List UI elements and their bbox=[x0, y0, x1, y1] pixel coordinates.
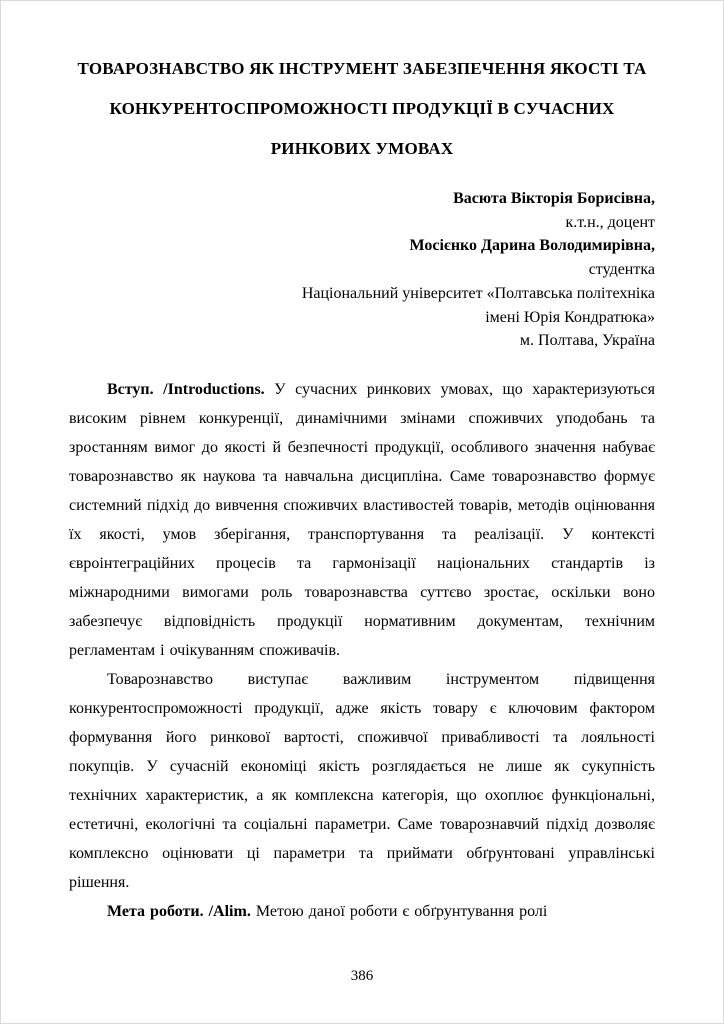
author-role: студентка bbox=[588, 261, 655, 279]
paragraph-body bbox=[69, 665, 655, 897]
paragraph-text: У сучасних ринкових умовах, що характеризуються високим рівнем конкуренції, динамічними змінами споживчих уподобань та зростанням вимог до якості й безпечності продукції, особливого значення набуває товарознавство як наукова та навчальна дисципліна. Саме товарознавство формує системний підхід до вивчення споживчих властивостей товарів, методів оцінювання їх якості, умов зберігання, транспортування та реалізації. У контексті євроінтеграційних процесів та гармонізації національних стандартів із міжнародними вимогами роль товарознавства суттєво зростає, оскільки воно забезпечує відповідність продукції нормативним документам, технічним регламентам і очікуванням споживачів. bbox=[69, 380, 655, 659]
paragraph-text: Товарознавство виступає важливим інструментом підвищення конкурентоспроможності продукції, адже якість товару є ключовим фактором формування його ринкової вартості, споживчої привабливості та лояльності покупців. У сучасній економіці якість розглядається не лише як сукупність технічних характеристик, а як комплексна категорія, що охоплює функціональні, естетичні, екологічні та соціальні параметри. Саме товарознавчий підхід дозволяє комплексно оцінювати ці параметри та приймати обґрунтовані управлінські рішення. bbox=[69, 670, 655, 891]
page-content bbox=[1, 1, 723, 926]
authors-block bbox=[69, 187, 655, 353]
paragraph-introduction bbox=[69, 375, 655, 665]
paragraph-lead: Мета роботи. /Alim. bbox=[107, 902, 251, 920]
affiliation-line: імені Юрія Кондратюка» bbox=[485, 308, 655, 326]
affiliation-line: Національний університет «Полтавська політехніка bbox=[301, 284, 655, 302]
author-name: Мосієнко Дарина Володимирівна, bbox=[409, 237, 655, 255]
author-degree: к.т.н., доцент bbox=[565, 213, 655, 231]
paper-title: ТОВАРОЗНАВСТВО ЯК ІНСТРУМЕНТ ЗАБЕЗПЕЧЕННЯ ЯКОСТІ ТА КОНКУРЕНТОСПРОМОЖНОСТІ ПРОДУКЦІЇ В СУЧАСНИХ РИНКОВИХ УМОВАХ bbox=[77, 59, 647, 158]
author-name: Васюта Вікторія Борисівна, bbox=[453, 190, 655, 207]
paragraph-text: Метою даної роботи є обґрунтування ролі bbox=[250, 902, 548, 920]
affiliation-city: м. Полтава, Україна bbox=[519, 332, 655, 350]
paragraph-aim bbox=[69, 897, 655, 926]
page-number: 386 bbox=[350, 968, 374, 984]
body-text bbox=[69, 375, 655, 926]
paragraph-lead: Вступ. /Introductions. bbox=[107, 380, 265, 398]
